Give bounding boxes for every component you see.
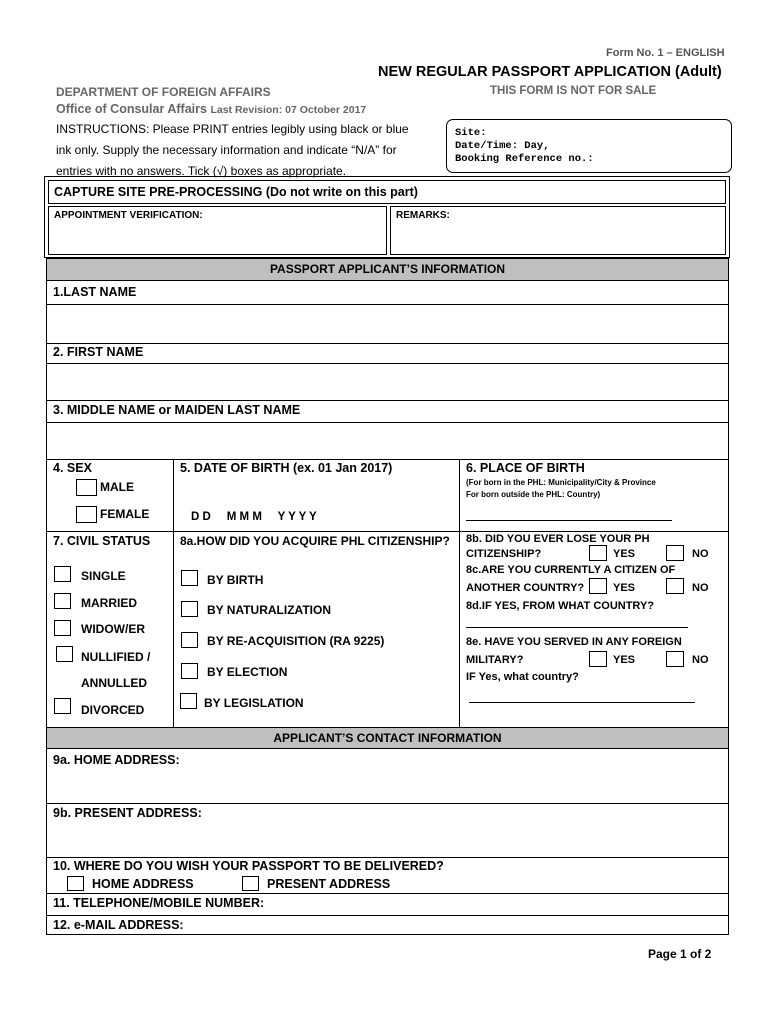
married-label: MARRIED [81,596,137,610]
divider [46,343,729,344]
pob-note: (For born in the PHL: Municipality/City & Province [466,478,656,487]
middle-name-input[interactable] [47,423,728,459]
applicant-info-header: PASSPORT APPLICANT’S INFORMATION [46,258,729,281]
appointment-verification-field [48,206,387,255]
appointment-verification-label: APPOINTMENT VERIFICATION: [54,210,203,221]
q8e-label: 8e. HAVE YOU SERVED IN ANY FOREIGN [466,636,682,648]
by-birth-label: BY BIRTH [207,573,264,587]
q8c-yes-checkbox[interactable] [589,578,607,594]
divider [46,803,729,804]
email-input[interactable] [200,916,726,934]
widow-label: WIDOW/ER [81,622,145,636]
instructions-line: ink only. Supply the necessary information and indicate “N/A” for [56,143,397,157]
q8b-yes-checkbox[interactable] [589,545,607,561]
by-legislation-checkbox[interactable] [180,693,197,709]
contact-info-header: APPLICANT’S CONTACT INFORMATION [46,727,729,749]
present-address-label: 9b. PRESENT ADDRESS: [53,806,202,820]
q8b-label: CITIZENSHIP? [466,548,542,560]
remarks-label: REMARKS: [396,210,450,221]
last-name-input[interactable] [47,305,728,343]
q8c-no-checkbox[interactable] [666,578,684,594]
civil-status-label: 7. CIVIL STATUS [53,534,151,548]
booking-reference: Booking Reference no.: [455,153,594,165]
by-election-checkbox[interactable] [181,663,198,679]
delivery-present-label: PRESENT ADDRESS [267,877,391,891]
q8c-yes-label: YES [613,582,636,594]
page-number: Page 1 of 2 [648,947,712,961]
divorced-label: DIVORCED [81,703,145,717]
male-label: MALE [100,480,134,494]
single-label: SINGLE [81,569,126,583]
booking-site: Site: [455,127,487,139]
pob-note: For born outside the PHL: Country) [466,490,601,499]
email-label: 12. e-MAIL ADDRESS: [53,918,184,932]
q8c-label: ANOTHER COUNTRY? [466,582,585,594]
widow-checkbox[interactable] [54,620,71,636]
divider [46,531,729,532]
divider [46,459,729,460]
by-naturalization-label: BY NATURALIZATION [207,603,331,617]
by-reacquisition-label: BY RE-ACQUISITION (RA 9225) [207,634,385,648]
by-legislation-label: BY LEGISLATION [204,696,304,710]
nullified-checkbox[interactable] [56,646,73,662]
telephone-input[interactable] [280,894,726,914]
single-checkbox[interactable] [54,566,71,582]
middle-name-label: 3. MIDDLE NAME or MAIDEN LAST NAME [53,403,301,417]
dob-input[interactable] [176,480,456,528]
divider [459,459,460,727]
q8e-yes-label: YES [613,654,636,666]
last-name-label: 1.LAST NAME [53,285,137,299]
capture-site-header [48,180,726,204]
q8d-label: 8d.IF YES, FROM WHAT COUNTRY? [466,600,655,612]
pob-label: 6. PLACE OF BIRTH [466,461,585,475]
divider [173,531,174,727]
dob-format: D D M M M Y Y Y Y [191,511,317,523]
first-name-input[interactable] [47,364,728,400]
home-address-input[interactable] [47,770,728,802]
not-for-sale-notice: THIS FORM IS NOT FOR SALE [490,85,657,97]
divorced-checkbox[interactable] [54,698,71,714]
office-name: Office of Consular Affairs Last Revision: 07 October 2017 [56,102,367,116]
delivery-home-label: HOME ADDRESS [92,877,194,891]
divider [173,459,174,531]
department-name: DEPARTMENT OF FOREIGN AFFAIRS [56,85,271,99]
by-reacquisition-checkbox[interactable] [181,632,198,648]
remarks-field [390,206,726,255]
q8c-label: 8c.ARE YOU CURRENTLY A CITIZEN OF [466,564,676,576]
delivery-home-checkbox[interactable] [67,876,84,891]
nullified-label: NULLIFIED / [81,650,151,664]
home-address-label: 9a. HOME ADDRESS: [53,753,180,767]
citizenship-label: 8a.HOW DID YOU ACQUIRE PHL CITIZENSHIP? [180,534,450,548]
capture-site-title: CAPTURE SITE PRE-PROCESSING (Do not write on this part) [54,185,418,199]
female-label: FEMALE [100,507,150,521]
q8b-label: 8b. DID YOU EVER LOSE YOUR PH [466,533,650,545]
annulled-label: ANNULLED [81,676,147,690]
by-naturalization-checkbox[interactable] [181,601,198,617]
booking-info-box [446,119,732,173]
q8b-no-checkbox[interactable] [666,545,684,561]
q8b-no-label: NO [692,548,709,560]
revision-date: Last Revision: 07 October 2017 [210,104,367,116]
by-birth-checkbox[interactable] [181,570,198,586]
q8c-no-label: NO [692,582,709,594]
divider [46,400,729,401]
delivery-label: 10. WHERE DO YOU WISH YOUR PASSPORT TO BE DELIVERED? [53,859,444,873]
delivery-present-checkbox[interactable] [242,876,259,891]
instructions-line: entries with no answers. Tick (√) boxes as appropriate. [56,164,347,178]
married-checkbox[interactable] [54,593,71,609]
pob-input[interactable] [466,520,672,521]
q8e-country-label: IF Yes, what country? [466,671,579,683]
q8e-country-input[interactable] [469,702,695,703]
q8b-yes-label: YES [613,548,636,560]
booking-datetime: Date/Time: Day, [455,140,550,152]
dob-label: 5. DATE OF BIRTH (ex. 01 Jan 2017) [180,461,393,475]
sex-label: 4. SEX [53,461,92,475]
form-number: Form No. 1 – ENGLISH [606,47,725,59]
q8e-label: MILITARY? [466,654,524,666]
present-address-input[interactable] [47,824,728,856]
q8d-country-input[interactable] [466,627,688,628]
q8e-no-checkbox[interactable] [666,651,684,667]
instructions-line: INSTRUCTIONS: Please PRINT entries legibly using black or blue [56,122,409,136]
divider [46,857,729,858]
male-checkbox[interactable] [76,479,97,496]
q8e-no-label: NO [692,654,709,666]
q8e-yes-checkbox[interactable] [589,651,607,667]
instructions [56,119,438,182]
female-checkbox[interactable] [76,506,97,523]
by-election-label: BY ELECTION [207,665,288,679]
telephone-label: 11. TELEPHONE/MOBILE NUMBER: [53,896,265,910]
first-name-label: 2. FIRST NAME [53,345,144,359]
form-title: NEW REGULAR PASSPORT APPLICATION (Adult) [378,64,722,80]
